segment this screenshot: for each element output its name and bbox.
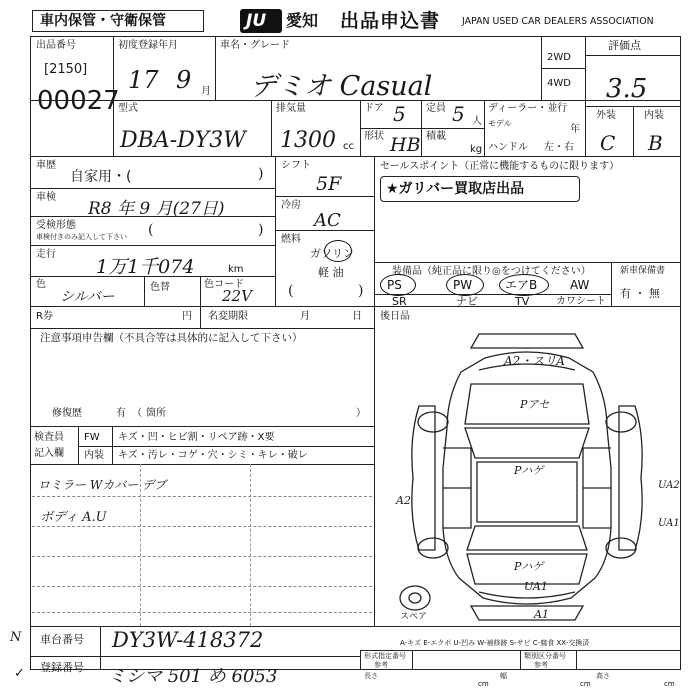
mileage-label: 走行 — [36, 249, 56, 260]
aircon-label: 冷房 — [281, 200, 301, 211]
displacement-label: 排気量 — [276, 103, 306, 114]
rating-divider — [585, 36, 586, 156]
comment-line2: ボディ A.U — [40, 510, 107, 525]
spec-width: 幅 — [500, 672, 507, 680]
inspector-mid — [78, 446, 374, 447]
diagram-top-marks: A2・スリA — [504, 354, 565, 368]
diagram-roof-mark: Pハゲ — [514, 464, 544, 477]
model-year-label: モデル — [488, 119, 512, 128]
notes-label: 注意事項申告欄（不具合等は具体的に記入して下さい） — [40, 332, 303, 344]
selling-points-label: セールスポイント（正常に機能するものに限ります） — [380, 161, 620, 172]
ju-logo-text: JU — [246, 11, 267, 31]
equip-sr: SR — [392, 295, 407, 308]
model-label: 型式 — [118, 103, 138, 114]
exterior-value: C — [600, 131, 616, 155]
model-divider — [271, 100, 272, 156]
interior-label: 内装 — [644, 110, 664, 121]
name-change-month: 月 — [300, 311, 310, 322]
equip-pw: PW — [453, 278, 473, 292]
storage-label: 車内保管・守衛保管 — [40, 13, 166, 29]
lot-number: 00027 — [37, 86, 120, 116]
inspector-divider2 — [112, 426, 113, 464]
spec-height: 高さ — [596, 672, 610, 680]
drive-mid — [541, 68, 585, 69]
inspector-row1-head: FW — [84, 432, 100, 443]
inspector-label2: 記入欄 — [34, 448, 64, 459]
lot-label: 出品番号 — [36, 40, 76, 51]
diagram-right-mark2: UA1 — [658, 518, 680, 529]
history-bottom — [30, 188, 275, 189]
inspection-label: 車検 — [36, 192, 56, 203]
rating-label: 評価点 — [608, 39, 641, 52]
aircon-value: AC — [314, 210, 341, 231]
rken-bottom — [30, 328, 374, 329]
handle-label: ハンドル — [488, 142, 528, 153]
fuel-alt: 軽 油 — [318, 266, 344, 279]
inspection-value: R8 年 9 月(27日) — [88, 199, 225, 219]
car-name-label: 車名・グレード — [220, 40, 290, 51]
rken-label: R券 — [36, 311, 53, 322]
lot-bracket-number: [2150] — [44, 62, 88, 77]
spec-height-cm: cm — [664, 680, 675, 688]
receipt-close: ) — [258, 222, 264, 238]
comment-line — [32, 612, 372, 613]
interior-value: B — [648, 131, 663, 155]
rating-value: 3.5 — [606, 74, 648, 104]
comment-line1: ロミラー Wカバー デブ — [38, 478, 166, 492]
recycle-label: 新車保備書 — [620, 266, 666, 276]
inspector-divider — [78, 426, 79, 464]
equip-ps: PS — [387, 278, 402, 292]
fuel-close: ) — [358, 283, 364, 299]
chassis-bottom — [30, 656, 360, 657]
equip-leather: カワシート — [556, 296, 606, 307]
repair-place: 箇所 — [146, 408, 166, 419]
recycle-options: 有 ・ 無 — [620, 287, 660, 300]
equip-navi: ナビ — [456, 295, 478, 308]
repair-close: ） — [356, 408, 366, 419]
repair-open: （ — [132, 408, 142, 419]
chassis-right — [360, 650, 361, 670]
history-label: 車歴 — [36, 160, 56, 171]
fuel-open: ( — [288, 283, 294, 299]
diagram-rear-mark2: UA1 — [524, 580, 548, 593]
cap-divider — [484, 100, 485, 156]
chassis-label-divider — [100, 626, 101, 670]
body-shape-label: 形状 — [364, 131, 384, 142]
equipment-label: 装備品（純正品に限り◎をつけてください） — [392, 266, 591, 277]
shift-bottom — [275, 196, 374, 197]
dealer-label: ディーラー・並行 — [488, 103, 568, 114]
gulliver-stamp-text: ★ガリバー買取店出品 — [386, 181, 525, 197]
model-value: DBA-DY3W — [120, 128, 246, 153]
door-shape-split — [360, 128, 484, 129]
color-value: シルバー — [60, 289, 115, 305]
drive-2wd: 2WD — [547, 52, 571, 63]
comment-col2 — [250, 464, 251, 626]
history-close: ) — [258, 166, 264, 182]
selling-bottom — [374, 262, 681, 263]
name-change-label: 名変期限 — [208, 311, 248, 322]
diagram-left-mark: A2 — [396, 494, 411, 507]
plate-check: ✓ — [14, 666, 25, 681]
receipt-note: 車検付きのみ記入して下さい — [36, 233, 127, 241]
history-value: 自家用・( — [70, 169, 132, 185]
capacity-value: 5 — [452, 102, 465, 126]
equip-row-split — [374, 294, 611, 295]
left-block-divider — [275, 156, 276, 306]
receipt-bottom — [30, 245, 275, 246]
rating-sub-mid — [633, 106, 634, 156]
equip-aw: AW — [570, 278, 590, 292]
comment-line — [32, 496, 372, 497]
color-code-value: 22V — [222, 287, 252, 305]
spec-length: 長さ — [364, 672, 378, 680]
airbag-circle — [499, 274, 549, 296]
name-change-day: 日 — [352, 311, 362, 322]
chassis-check: N — [10, 630, 22, 645]
bottom-top-line — [30, 626, 681, 627]
spare-label: スペア — [400, 612, 428, 622]
capacity-label: 定員 — [426, 103, 446, 114]
org-name: 愛知 — [286, 11, 319, 30]
row2-bottom — [30, 156, 681, 157]
damage-legend: A-キズ E-エクボ U-凹み W-補修跡 S-サビ C-腐食 XX-交換済 — [400, 639, 590, 647]
color-change-label: 色替 — [150, 282, 170, 293]
equip-tv: TV — [515, 295, 530, 308]
fuel-label: 燃料 — [281, 234, 301, 245]
repair-value: 有 — [116, 408, 126, 419]
reg-month: 9 — [176, 66, 192, 94]
diagram-bottom-mark: A1 — [534, 608, 549, 621]
spec-length-cm: cm — [478, 680, 489, 688]
spec-div2 — [520, 650, 521, 670]
comment-line — [32, 586, 372, 587]
spec-div3 — [576, 650, 577, 670]
inspector-row2-items: キズ・汚レ・コゲ・穴・シミ・キレ・破レ — [118, 450, 308, 461]
notes-bottom — [30, 426, 374, 427]
spec-label: 形式指定番号 — [364, 652, 406, 660]
inspector-row1-items: キズ・凹・ヒビ割・リペア跡・X要 — [118, 432, 275, 443]
fuel-circle — [324, 240, 352, 262]
color-divider1 — [144, 276, 145, 306]
doc-title: 出品申込書 — [340, 10, 441, 32]
car-name-value: デミオ Casual — [250, 71, 433, 102]
reg-divider — [215, 36, 216, 100]
rken-divider — [200, 306, 201, 328]
color-label: 色 — [36, 279, 46, 290]
mileage-unit: km — [228, 264, 244, 275]
plate-value: ミシマ 501 め 6053 — [108, 666, 278, 687]
spec-sub1: 参考 — [374, 661, 388, 669]
doors-label: ドア — [364, 103, 384, 114]
spec-label2: 類別区分番号 — [524, 652, 566, 660]
ps-circle — [380, 274, 416, 296]
spec-sub2: 参考 — [534, 661, 548, 669]
capacity-unit: 人 — [472, 116, 482, 127]
inspector-label1: 検査員 — [34, 432, 64, 443]
mileage-value: 1万1千074 — [96, 256, 195, 278]
inspector-row2-head: 内装 — [84, 450, 104, 461]
model-year-unit: 年 — [570, 124, 580, 135]
receipt-label: 受検形態 — [36, 220, 76, 231]
color-code-label: 色コード — [204, 279, 244, 290]
diagram-right-mark1: UA2 — [658, 480, 680, 491]
handle-options: 左・右 — [544, 142, 574, 153]
reg-year: 17 — [128, 66, 159, 94]
drive-4wd: 4WD — [547, 78, 571, 89]
doc-subtitle: JAPAN USED CAR DEALERS ASSOCIATION — [462, 16, 654, 27]
chassis-label: 車台番号 — [40, 633, 84, 646]
diagram-rear-mark: Pハゲ — [514, 560, 544, 573]
doors-value: 5 — [393, 102, 406, 126]
diagram-hood-mark: Pアセ — [520, 398, 550, 411]
pw-circle — [446, 274, 484, 296]
rken-unit: 円 — [182, 311, 192, 322]
equip-airbag: エアB — [505, 278, 538, 292]
shift-label: シフト — [281, 160, 311, 171]
plate-label: 登録番号 — [40, 661, 84, 674]
spec-width-cm: cm — [580, 680, 591, 688]
rating-under-label — [585, 55, 681, 56]
equip-right-divider — [611, 262, 612, 306]
load-unit: kg — [470, 144, 483, 155]
displacement-unit: cc — [343, 141, 354, 152]
inspector-bottom — [30, 464, 374, 465]
comment-line — [32, 556, 372, 557]
shift-value: 5F — [316, 173, 342, 195]
receipt-open: ( — [148, 222, 154, 238]
displacement-value: 1300 — [280, 128, 336, 153]
reg-label: 初度登録年月 — [118, 40, 178, 51]
spec-div1 — [412, 650, 413, 670]
load-label: 積載 — [426, 131, 446, 142]
after-install-label: 後日品 — [380, 311, 410, 322]
exterior-label: 外装 — [596, 110, 616, 121]
body-shape-value: HB — [390, 134, 421, 156]
reg-month-unit: 月 — [201, 86, 211, 97]
fuel-value: ガソリン — [310, 247, 354, 260]
comment-line — [32, 526, 372, 527]
repair-label: 修復歴 — [52, 408, 82, 419]
color-divider2 — [200, 276, 201, 306]
chassis-value: DY3W-418372 — [112, 628, 264, 652]
